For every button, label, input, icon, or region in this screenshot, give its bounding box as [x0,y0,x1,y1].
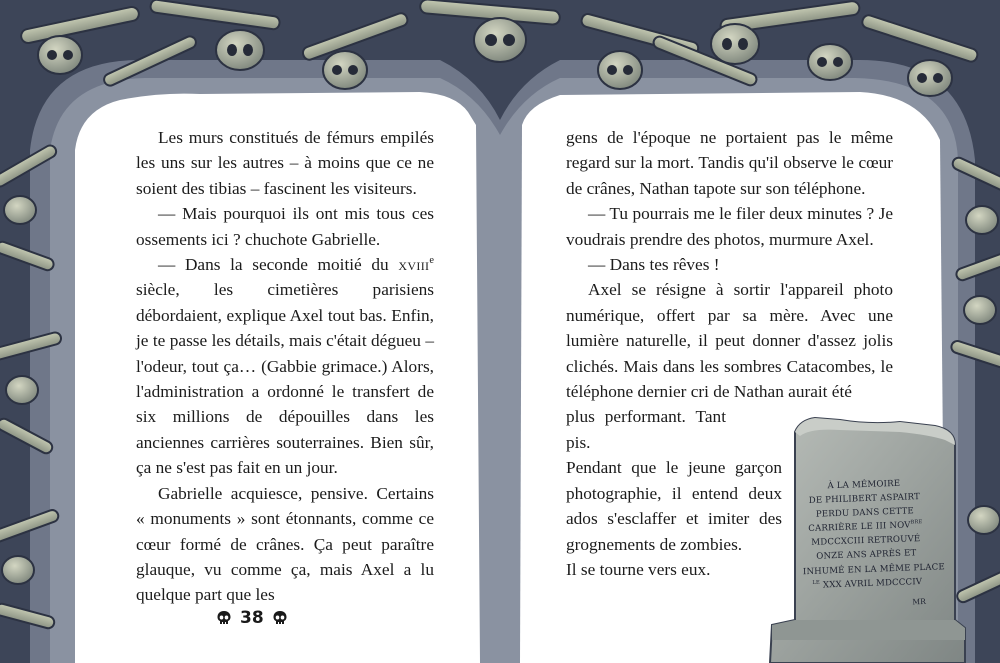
text-segment: — Dans la seconde moitié du [158,255,399,275]
paragraph: gens de l'époque ne portaient pas le même regard sur la mort. Tandis qu'il observe le cœur de crânes, Nathan tapote sur son téléphone. [566,128,893,198]
paragraph: Axel se résigne à sortir l'appareil photo numérique, offert par sa mère. Avec une lumière naturelle, il peut donner d'assez jolis clichés. Mais dans les sombres Catacombes, le téléphone dernier cri de Nathan aurait été [566,280,893,402]
inscription-line: À LA MÉMOIRE [827,478,901,492]
paragraph: — Dans tes rêves ! [588,255,720,275]
inscription-segment: CARRIÈRE LE III NOV [808,520,911,535]
gravestone-inscription [800,476,946,613]
paragraph: Gabrielle acquiesce, pensive. Certains « monuments » sont étonnants, comme ce cœur formé de crânes. Ça peut paraître glauque, vu comme ça, mais Axel a lu quelque part que les [136,483,434,605]
superscript: BRE [910,519,923,526]
skull-icon [272,610,288,626]
paragraph: — Tu pourrais me le filer deux minutes ? Je voudrais prendre des photos, murmure Axel. [566,204,893,249]
page-number [216,608,288,628]
left-page-text [136,125,434,608]
paragraph: Il se tourne vers eux. [566,559,711,579]
superscript: e [429,255,434,267]
paragraph: — Mais pourquoi ils ont mis tous ces ossements ici ? chuchote Gabrielle. [136,204,434,249]
inscription-line: MDCCXCIII RETROUVÉ [811,534,921,549]
skull-icon [216,610,232,626]
text-segment: siècle, les cimetières parisiens débordaient, explique Axel tout bas. Enfin, je te passe les détails, mais c'était dégueu – l'odeur, tout ça… (Gabbie grimace.) Alors, l'administration a ordonné le transfert de six millions de dépouilles dans les anciennes carrières souterraines. Bien sûr, ça ne s'est pas fait en un jour. [136,280,434,478]
paragraph [136,252,434,481]
inscription-signature: MR [912,596,927,607]
inscription-segment: XXX AVRIL MDCCCIV [819,576,923,591]
paragraph: plus performant. Tant pis. [566,407,726,452]
inscription-line: PERDU DANS CETTE [815,506,915,520]
paragraph: Pendant que le jeune garçon photographie, il entend deux ados s'esclaffer et imiter des grognements de zombies. [566,458,782,554]
paragraph: Les murs constitués de fémurs empilés les uns sur les autres – à moins que ce ne soient des tibias – fascinent les visiteurs. [136,128,434,198]
inscription-line: DE PHILIBERT ASPAIRT [808,492,921,507]
superscript: LE [812,579,821,586]
inscription-line: INHUMÉ EN LA MÊME PLACE [802,561,946,577]
inscription-line: ONZE ANS APRÈS ET [816,548,917,563]
page-number-value: 38 [240,608,264,628]
century-numeral: xviii [398,255,430,275]
